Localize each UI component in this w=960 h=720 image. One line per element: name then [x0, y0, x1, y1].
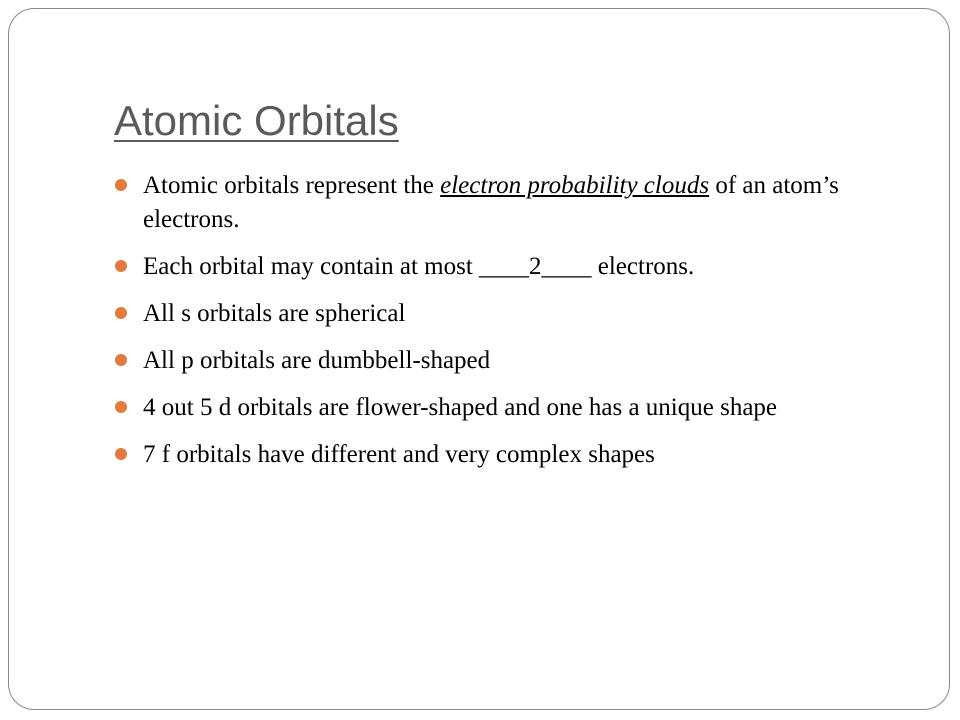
slide-title: Atomic Orbitals: [114, 97, 399, 144]
bullet-dot-icon: [115, 448, 127, 460]
bullet-emphasis: electron probability clouds: [440, 172, 710, 199]
slide-frame: [8, 8, 950, 710]
bullet-dot-icon: [115, 260, 127, 272]
bullet-item: [115, 297, 885, 331]
bullet-list: [115, 169, 885, 485]
bullet-text: 7 f orbitals have different and very complex shapes: [143, 441, 655, 468]
bullet-item: [115, 250, 885, 284]
bullet-item: [115, 391, 885, 425]
bullet-item: [115, 169, 885, 237]
bullet-text: Each orbital may contain at most ____2____ electrons.: [143, 253, 695, 280]
bullet-dot-icon: [115, 401, 127, 413]
bullet-text: 4 out 5 d orbitals are flower-shaped and one has a unique shape: [143, 394, 778, 421]
bullet-text-before: Atomic orbitals represent the: [143, 172, 441, 199]
bullet-dot-icon: [115, 307, 127, 319]
bullet-item: [115, 438, 885, 472]
bullet-dot-icon: [115, 179, 127, 191]
bullet-dot-icon: [115, 354, 127, 366]
bullet-text-after: of an atom’s electrons.: [143, 172, 839, 233]
bullet-item: [115, 344, 885, 378]
bullet-text: All s orbitals are spherical: [143, 300, 406, 327]
bullet-text: All p orbitals are dumbbell-shaped: [143, 347, 491, 374]
